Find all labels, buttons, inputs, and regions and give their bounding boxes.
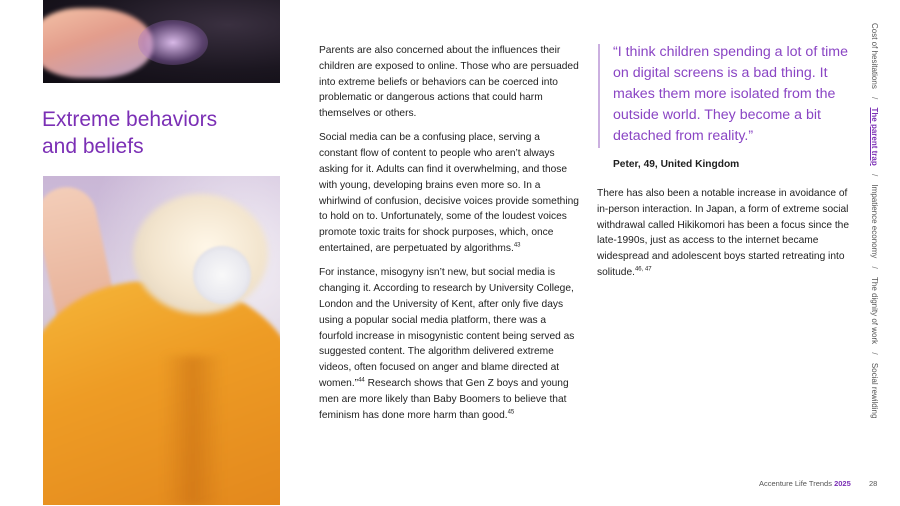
footer-brand [759, 479, 851, 488]
photo-phone-glow [138, 20, 208, 65]
selfie-photo-top [43, 0, 280, 83]
body-column-left [319, 43, 581, 432]
paragraph: Social media can be a confusing place, serving a constant flow of content to people who aren’t always asking for it. Adults can find it overwhelming, and those with young, developing brains even more so. In a whirlwind of confusion, decisive voices provide something to hold on to. Unfortunately, some of the loudest voices promote toxic traits for shock purposes, which, once entertained, are perpetuated by algorithms.$^{43}$ [319, 132, 579, 255]
nav-item-social-rewilding[interactable]: Social rewilding [870, 362, 879, 419]
nav-separator: / [870, 266, 879, 269]
heading-line-2: and beliefs [42, 135, 144, 158]
nav-item-the-dignity-of-work[interactable]: The dignity of work [870, 276, 879, 345]
footnote-ref[interactable]: 45 [507, 409, 515, 416]
nav-item-the-parent-trap[interactable]: The parent trap [870, 107, 879, 166]
quote-author: Peter, 49, United Kingdom [613, 159, 740, 170]
footnote-ref[interactable]: 44 [358, 377, 365, 384]
nav-separator: / [870, 97, 879, 100]
footnote-ref[interactable]: 43 [513, 242, 521, 249]
page-number: 28 [869, 479, 878, 488]
photo-hand [43, 8, 153, 78]
footer-year: 2025 [834, 479, 851, 488]
heading-line-1: Extreme behaviors [42, 108, 218, 131]
photo-shirt [43, 281, 280, 505]
footer-brand-name: Accenture Life Trends [759, 479, 832, 488]
footnote-ref[interactable]: 46, 47 [634, 266, 652, 273]
paragraph: There has also been a notable increase in avoidance of in-person interaction. In Japan, a form of extreme social withdrawal called Hikikomori has been a focus since the late-1990s, just as access to the internet became widespread and adolescent boys started retreating into solitude.$^{46, 47}$ [597, 188, 849, 278]
photo-headphones [193, 246, 251, 304]
nav-item-impatience-economy[interactable]: Impatience economy [870, 184, 879, 259]
quote-bar [598, 44, 600, 148]
section-heading [42, 106, 272, 160]
paragraph: Parents are also concerned about the influences their children are exposed to online. Those who are persuaded into extreme beliefs or behaviors can be coerced into problematic or dangerous actions that could harm themselves or others. [319, 45, 579, 120]
section-nav [868, 23, 880, 419]
pull-quote: “I think children spending a lot of time on digital screens is a bad thing. It makes them more isolated from the outside world. They become a bit detached from reality.” [613, 44, 849, 144]
nav-separator: / [870, 352, 879, 355]
paragraph: For instance, misogyny isn’t new, but social media is changing it. According to research by University College, London and the University of Kent, after only five days using a popular social media platform, there was a fourfold increase in misogynistic content being served as suggested content. The algorithm delivered extreme videos, often focused on anger and blame directed at women.”$^{44}$ Research shows that Gen Z boys and young men are more likely than Baby Boomers to believe that feminism has done more harm than good.$^{45}$ [319, 267, 575, 421]
boy-selfie-photo [43, 176, 280, 505]
nav-item-cost-of-hesitations[interactable]: Cost of hesitations [870, 23, 879, 89]
body-column-right [597, 186, 855, 289]
nav-separator: / [870, 173, 879, 177]
